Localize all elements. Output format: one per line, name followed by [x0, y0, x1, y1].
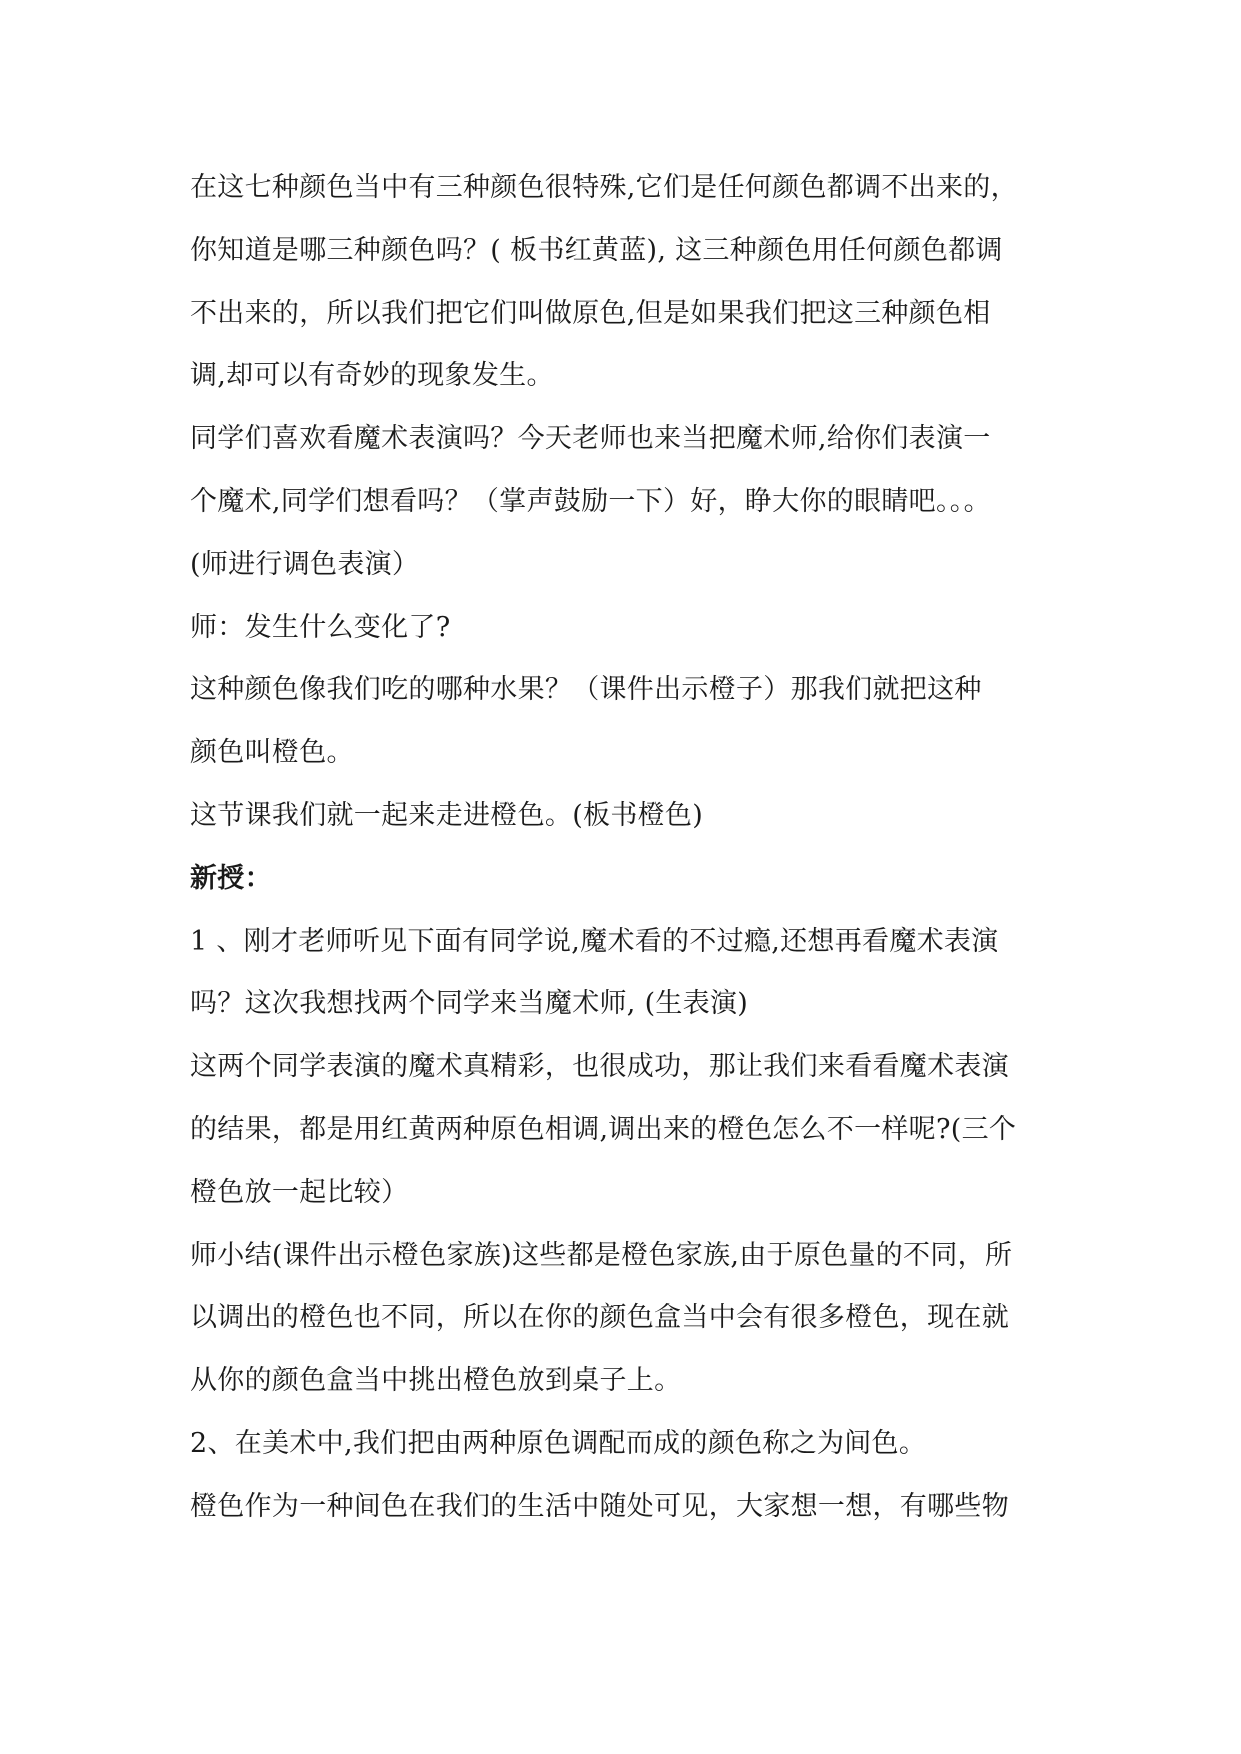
paragraph-line: 调,却可以有奇妙的现象发生。 [190, 360, 554, 392]
paragraph-line: 同学们喜欢看魔术表演吗？今天老师也来当把魔术师,给你们表演一 [190, 423, 991, 455]
paragraph-line: 橙色作为一种间色在我们的生活中随处可见，大家想一想，有哪些物 [190, 1490, 1009, 1522]
document-body [190, 157, 1070, 1539]
paragraph-line: (师进行调色表演） [190, 548, 420, 580]
paragraph-line: 2、在美术中,我们把由两种原色调配而成的颜色称之为间色。 [190, 1427, 927, 1459]
paragraph-line: 这两个同学表演的魔术真精彩，也很成功，那让我们来看看魔术表演 [190, 1051, 1009, 1083]
paragraph-line: 师小结(课件出示橙色家族)这些都是橙色家族,由于原色量的不同，所 [190, 1239, 1013, 1271]
paragraph-line: 在这七种颜色当中有三种颜色很特殊,它们是任何颜色都调不出来的， [190, 172, 1018, 203]
paragraph-line: 颜色叫橙色。 [190, 737, 354, 769]
paragraph-line: 吗？这次我想找两个同学来当魔术师, (生表演) [190, 988, 749, 1020]
paragraph-line: 不出来的，所以我们把它们叫做原色,但是如果我们把这三种颜色相 [190, 297, 991, 329]
paragraph-line: 的结果，都是用红黄两种原色相调,调出来的橙色怎么不一样呢?(三个 [190, 1113, 1017, 1145]
paragraph-line: 橙色放一起比较） [190, 1176, 409, 1208]
section-heading: 新授： [190, 862, 272, 894]
paragraph-line: 这节课我们就一起来走进橙色。(板书橙色) [190, 799, 704, 831]
paragraph-line: 师：发生什么变化了? [190, 611, 451, 643]
paragraph-line: 以调出的橙色也不同，所以在你的颜色盒当中会有很多橙色，现在就 [190, 1302, 1009, 1334]
paragraph-line: 你知道是哪三种颜色吗？( 板书红黄蓝), 这三种颜色用任何颜色都调 [190, 234, 1003, 266]
paragraph-line: 1 、刚才老师听见下面有同学说,魔术看的不过瘾,还想再看魔术表演 [190, 925, 999, 957]
paragraph-line: 这种颜色像我们吃的哪种水果？（课件出示橙子）那我们就把这种 [190, 674, 982, 706]
paragraph-line: 从你的颜色盒当中挑出橙色放到桌子上。 [190, 1365, 682, 1397]
paragraph-line: 个魔术,同学们想看吗？（掌声鼓励一下）好，睁大你的眼睛吧。。。 [190, 485, 991, 517]
